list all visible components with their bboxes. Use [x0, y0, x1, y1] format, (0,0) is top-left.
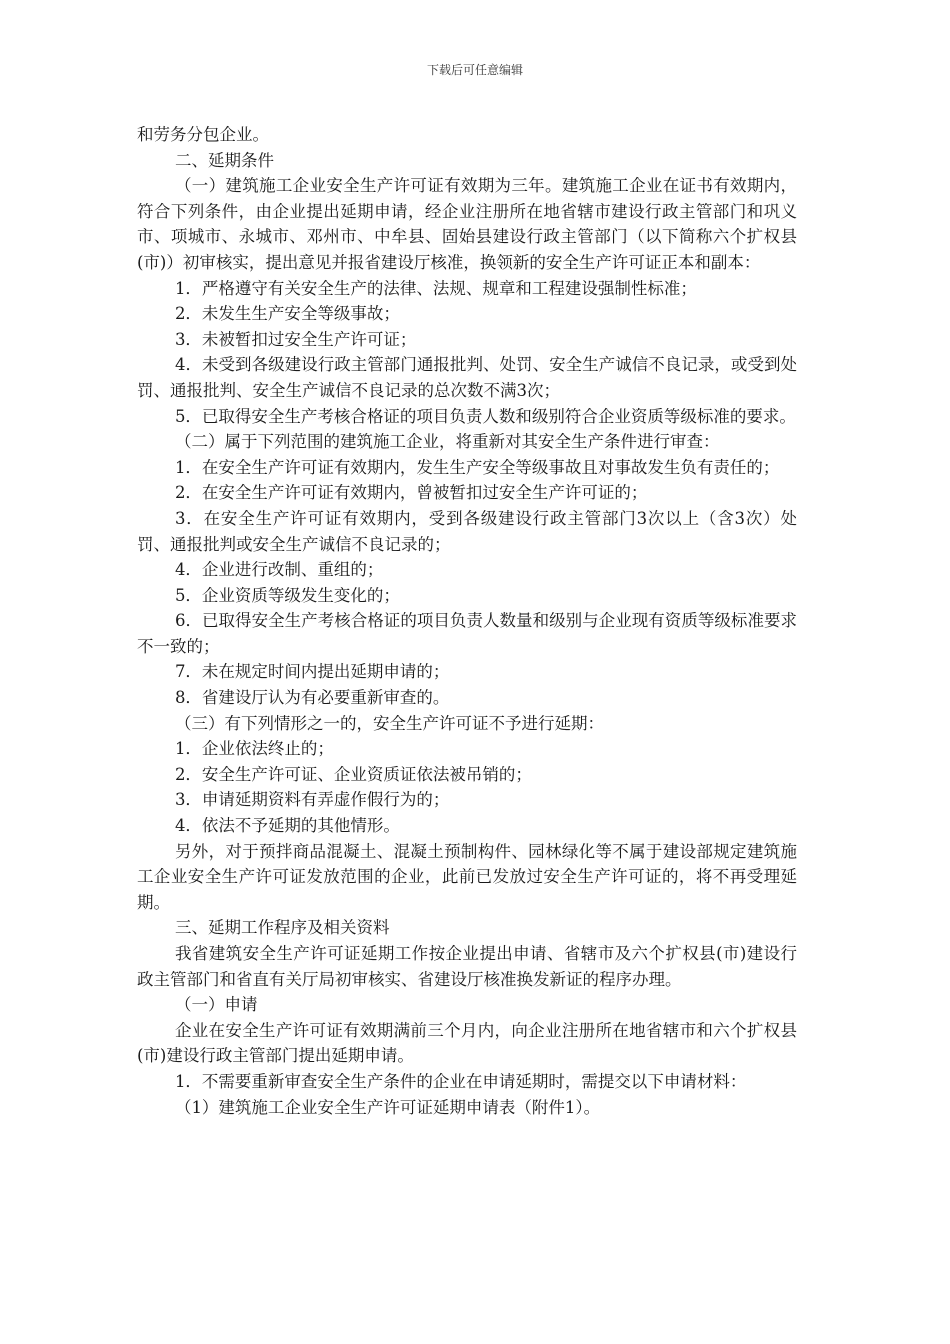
paragraph: 4．未受到各级建设行政主管部门通报批判、处罚、安全生产诚信不良记录，或受到处罚、通报批判、安全生产诚信不良记录的总次数不满3次； [137, 355, 797, 400]
paragraph: 1．严格遵守有关安全生产的法律、法规、规章和工程建设强制性标准； [174, 278, 697, 298]
paragraph: 7．未在规定时间内提出延期申请的； [174, 662, 450, 682]
paragraph: 另外，对于预拌商品混凝土、混凝土预制构件、园林绿化等不属于建设部规定建筑施工企业安全生产许可证发放范围的企业，此前已发放过安全生产许可证的，将不再受理延期。 [137, 841, 797, 912]
paragraph: （一）申请 [174, 995, 258, 1015]
paragraph: 二、延期条件 [174, 150, 274, 170]
paragraph: 三、延期工作程序及相关资料 [174, 918, 390, 938]
paragraph: 5．已取得安全生产考核合格证的项目负责人数和级别符合企业资质等级标准的要求。 [174, 406, 796, 426]
paragraph: （三）有下列情形之一的，安全生产许可证不予进行延期： [174, 713, 604, 733]
paragraph: 企业在安全生产许可证有效期满前三个月内，向企业注册所在地省辖市和六个扩权县(市)建设行政主管部门提出延期申请。 [137, 1020, 797, 1066]
paragraph: 1．在安全生产许可证有效期内，发生生产安全等级事故且对事故发生负有责任的； [174, 457, 780, 477]
page-header: 下载后可任意编辑 [426, 63, 523, 77]
paragraph: 和劳务分包企业。 [137, 125, 269, 144]
paragraph: （二）属于下列范围的建筑施工企业，将重新对其安全生产条件进行审查： [174, 432, 720, 452]
paragraph: （1）建筑施工企业安全生产许可证延期申请表（附件1）。 [174, 1097, 601, 1117]
paragraph: 3．申请延期资料有弄虚作假行为的； [174, 790, 450, 810]
paragraph: 2．未发生生产安全等级事故； [174, 304, 400, 324]
paragraph: 1．企业依法终止的； [174, 739, 334, 759]
paragraph: 6．已取得安全生产考核合格证的项目负责人数量和级别与企业现有资质等级标准要求不一致的； [137, 611, 797, 656]
paragraph: （一）建筑施工企业安全生产许可证有效期为三年。建筑施工企业在证书有效期内，符合下列条件，由企业提出延期申请，经企业注册所在地省辖市建设行政主管部门和巩义市、项城市、永城市、邓州市、中牟县、固始县建设行政主管部门（以下简称六个扩权县(市)）初审核实，提出意见并报省建设厅核准，换领新的安全生产许可证正本和副本： [137, 176, 797, 272]
paragraph: 8．省建设厅认为有必要重新审查的。 [174, 688, 450, 708]
paragraph: 我省建筑安全生产许可证延期工作按企业提出申请、省辖市及六个扩权县(市)建设行政主管部门和省直有关厅局初审核实、省建设厅核准换发新证的程序办理。 [137, 944, 797, 989]
document-body [137, 122, 797, 1120]
paragraph: 5．企业资质等级发生变化的； [174, 585, 400, 605]
paragraph: 3．在安全生产许可证有效期内，受到各级建设行政主管部门3次以上（含3次）处罚、通报批判或安全生产诚信不良记录的； [137, 508, 797, 554]
paragraph: 3．未被暂扣过安全生产许可证； [174, 329, 417, 349]
paragraph: 2．在安全生产许可证有效期内，曾被暂扣过安全生产许可证的； [174, 483, 648, 503]
paragraph: 4．企业进行改制、重组的； [174, 560, 384, 580]
paragraph: 1．不需要重新审查安全生产条件的企业在申请延期时，需提交以下申请材料： [174, 1071, 747, 1091]
paragraph: 2．安全生产许可证、企业资质证依法被吊销的； [174, 764, 532, 784]
paragraph: 4．依法不予延期的其他情形。 [174, 816, 400, 836]
